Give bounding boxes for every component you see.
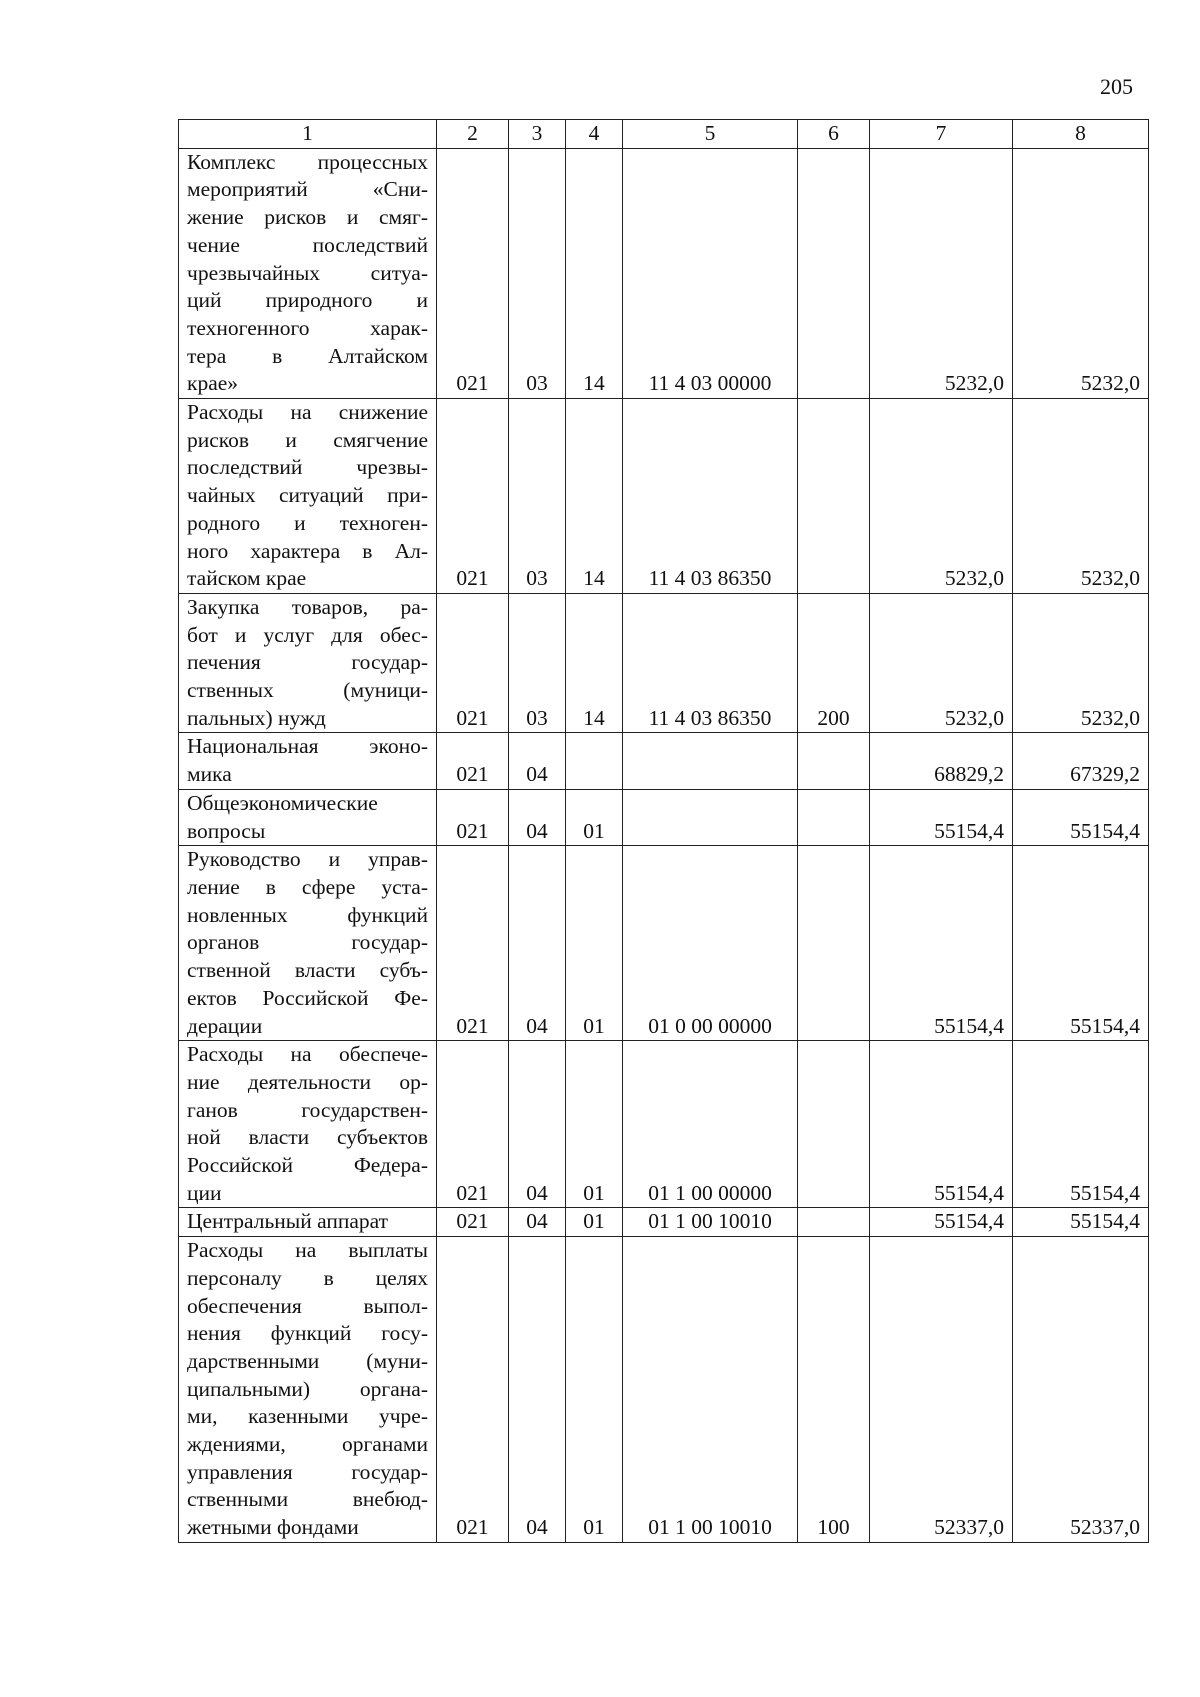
row-name-line: ственной власти субъ- bbox=[187, 958, 428, 983]
row-name-cell bbox=[179, 733, 437, 789]
table-row bbox=[179, 1208, 1149, 1237]
amount-cell-7: 55154,4 bbox=[870, 846, 1013, 1041]
row-name-line: Расходы на обеспече- bbox=[187, 1042, 428, 1067]
target-article-cell: 11 4 03 86350 bbox=[623, 399, 798, 594]
row-name-line: нения функций госу- bbox=[187, 1321, 428, 1346]
amount-cell-8: 67329,2 bbox=[1013, 733, 1149, 789]
row-name-line: жетными фондами bbox=[187, 1515, 359, 1540]
row-name-line: ждениями, органами bbox=[187, 1432, 428, 1457]
amount-cell-8: 52337,0 bbox=[1013, 1237, 1149, 1543]
row-name-line: Национальная эконо- bbox=[187, 734, 428, 759]
row-name-line: чение последствий bbox=[187, 232, 428, 257]
amount-cell-8: 55154,4 bbox=[1013, 1208, 1149, 1237]
row-name-cell bbox=[179, 846, 437, 1041]
row-name-line: ственных (муници- bbox=[187, 678, 428, 703]
admin-code-cell: 021 bbox=[437, 789, 509, 845]
admin-code-cell: 021 bbox=[437, 1208, 509, 1237]
header-cell: 7 bbox=[870, 120, 1013, 149]
row-name-line: тера в Алтайском bbox=[187, 343, 428, 368]
expense-type-cell bbox=[798, 1041, 870, 1208]
table-row bbox=[179, 733, 1149, 789]
admin-code-cell: 021 bbox=[437, 1041, 509, 1208]
section-code-cell: 04 bbox=[509, 1237, 566, 1543]
row-name-line: Руководство и управ- bbox=[187, 847, 428, 872]
amount-cell-7: 68829,2 bbox=[870, 733, 1013, 789]
row-name-cell bbox=[179, 1237, 437, 1543]
target-article-cell: 11 4 03 00000 bbox=[623, 148, 798, 398]
expense-type-cell bbox=[798, 846, 870, 1041]
row-name-line: Общеэкономические bbox=[187, 790, 378, 815]
target-article-cell: 01 1 00 10010 bbox=[623, 1237, 798, 1543]
amount-cell-7: 5232,0 bbox=[870, 148, 1013, 398]
subsection-code-cell: 01 bbox=[566, 1237, 623, 1543]
amount-cell-7: 55154,4 bbox=[870, 1041, 1013, 1208]
table-row bbox=[179, 148, 1149, 398]
admin-code-cell: 021 bbox=[437, 399, 509, 594]
row-name-line: обеспечения выпол- bbox=[187, 1293, 428, 1318]
subsection-code-cell: 01 bbox=[566, 846, 623, 1041]
table-row bbox=[179, 1041, 1149, 1208]
expense-type-cell bbox=[798, 733, 870, 789]
amount-cell-8: 5232,0 bbox=[1013, 593, 1149, 733]
row-name-cell bbox=[179, 1041, 437, 1208]
admin-code-cell: 021 bbox=[437, 846, 509, 1041]
row-name-line: чрезвычайных ситуа- bbox=[187, 260, 428, 285]
subsection-code-cell: 01 bbox=[566, 789, 623, 845]
table-row bbox=[179, 399, 1149, 594]
admin-code-cell: 021 bbox=[437, 148, 509, 398]
row-name-line: пальных) нужд bbox=[187, 705, 326, 730]
row-name-line: Центральный аппарат bbox=[187, 1209, 389, 1234]
row-name-line: ектов Российской Фе- bbox=[187, 985, 428, 1010]
expense-type-cell bbox=[798, 148, 870, 398]
row-name-line: персоналу в целях bbox=[187, 1265, 428, 1290]
amount-cell-8: 55154,4 bbox=[1013, 789, 1149, 845]
admin-code-cell: 021 bbox=[437, 1237, 509, 1543]
table-row bbox=[179, 789, 1149, 845]
row-name-line: крае» bbox=[187, 371, 239, 396]
subsection-code-cell: 01 bbox=[566, 1208, 623, 1237]
amount-cell-7: 55154,4 bbox=[870, 1208, 1013, 1237]
row-name-line: последствий чрезвы- bbox=[187, 455, 428, 480]
expense-type-cell bbox=[798, 789, 870, 845]
table-row bbox=[179, 1237, 1149, 1543]
table-row bbox=[179, 593, 1149, 733]
section-code-cell: 04 bbox=[509, 846, 566, 1041]
subsection-code-cell bbox=[566, 733, 623, 789]
section-code-cell: 03 bbox=[509, 593, 566, 733]
row-name-line: ципальными) органа- bbox=[187, 1376, 428, 1401]
amount-cell-8: 5232,0 bbox=[1013, 148, 1149, 398]
row-name-line: ственными внебюд- bbox=[187, 1487, 428, 1512]
row-name-line: ганов государствен- bbox=[187, 1097, 428, 1122]
row-name-line: Расходы на выплаты bbox=[187, 1238, 428, 1263]
row-name-line: ление в сфере уста- bbox=[187, 874, 428, 899]
target-article-cell bbox=[623, 789, 798, 845]
expense-type-cell bbox=[798, 399, 870, 594]
expense-type-cell: 100 bbox=[798, 1237, 870, 1543]
row-name-cell bbox=[179, 399, 437, 594]
row-name-line: вопросы bbox=[187, 818, 266, 843]
row-name-cell bbox=[179, 1208, 437, 1237]
table-header-row bbox=[179, 120, 1149, 149]
amount-cell-8: 55154,4 bbox=[1013, 846, 1149, 1041]
amount-cell-7: 55154,4 bbox=[870, 789, 1013, 845]
subsection-code-cell: 14 bbox=[566, 148, 623, 398]
header-cell: 3 bbox=[509, 120, 566, 149]
row-name-line: техногенного харак- bbox=[187, 315, 428, 340]
amount-cell-8: 5232,0 bbox=[1013, 399, 1149, 594]
header-cell: 6 bbox=[798, 120, 870, 149]
section-code-cell: 04 bbox=[509, 1041, 566, 1208]
admin-code-cell: 021 bbox=[437, 733, 509, 789]
expense-type-cell: 200 bbox=[798, 593, 870, 733]
row-name-line: печения государ- bbox=[187, 650, 428, 675]
target-article-cell bbox=[623, 733, 798, 789]
row-name-line: ций природного и bbox=[187, 288, 428, 313]
section-code-cell: 03 bbox=[509, 399, 566, 594]
subsection-code-cell: 14 bbox=[566, 399, 623, 594]
target-article-cell: 11 4 03 86350 bbox=[623, 593, 798, 733]
page-number: 205 bbox=[1100, 74, 1133, 99]
target-article-cell: 01 1 00 00000 bbox=[623, 1041, 798, 1208]
row-name-line: органов государ- bbox=[187, 930, 428, 955]
row-name-cell bbox=[179, 148, 437, 398]
row-name-line: мероприятий «Сни- bbox=[187, 177, 428, 202]
row-name-line: Российской Федера- bbox=[187, 1153, 428, 1178]
target-article-cell: 01 1 00 10010 bbox=[623, 1208, 798, 1237]
header-cell: 1 bbox=[179, 120, 437, 149]
header-cell: 2 bbox=[437, 120, 509, 149]
row-name-line: управления государ- bbox=[187, 1459, 428, 1484]
row-name-line: ного характера в Ал- bbox=[187, 538, 428, 563]
row-name-line: Комплекс процессных bbox=[187, 149, 428, 174]
row-name-line: рисков и смягчение bbox=[187, 427, 428, 452]
row-name-cell bbox=[179, 789, 437, 845]
row-name-line: чайных ситуаций при- bbox=[187, 483, 428, 508]
row-name-line: жение рисков и смяг- bbox=[187, 205, 428, 230]
header-cell: 5 bbox=[623, 120, 798, 149]
section-code-cell: 04 bbox=[509, 789, 566, 845]
row-name-line: дерации bbox=[187, 1013, 263, 1038]
amount-cell-8: 55154,4 bbox=[1013, 1041, 1149, 1208]
header-cell: 8 bbox=[1013, 120, 1149, 149]
row-name-line: новленных функций bbox=[187, 902, 428, 927]
table-row bbox=[179, 846, 1149, 1041]
amount-cell-7: 52337,0 bbox=[870, 1237, 1013, 1543]
row-name-line: мика bbox=[187, 762, 232, 787]
budget-table bbox=[178, 119, 1149, 1543]
admin-code-cell: 021 bbox=[437, 593, 509, 733]
row-name-line: ции bbox=[187, 1180, 222, 1205]
row-name-cell bbox=[179, 593, 437, 733]
amount-cell-7: 5232,0 bbox=[870, 593, 1013, 733]
row-name-line: ной власти субъектов bbox=[187, 1125, 428, 1150]
section-code-cell: 03 bbox=[509, 148, 566, 398]
row-name-line: родного и техноген- bbox=[187, 510, 428, 535]
row-name-line: ми, казенными учре- bbox=[187, 1404, 428, 1429]
subsection-code-cell: 14 bbox=[566, 593, 623, 733]
header-cell: 4 bbox=[566, 120, 623, 149]
section-code-cell: 04 bbox=[509, 1208, 566, 1237]
row-name-line: бот и услуг для обес- bbox=[187, 622, 428, 647]
row-name-line: тайском крае bbox=[187, 566, 307, 591]
row-name-line: дарственными (муни- bbox=[187, 1348, 428, 1373]
row-name-line: Расходы на снижение bbox=[187, 400, 428, 425]
row-name-line: ние деятельности ор- bbox=[187, 1069, 428, 1094]
section-code-cell: 04 bbox=[509, 733, 566, 789]
expense-type-cell bbox=[798, 1208, 870, 1237]
amount-cell-7: 5232,0 bbox=[870, 399, 1013, 594]
target-article-cell: 01 0 00 00000 bbox=[623, 846, 798, 1041]
subsection-code-cell: 01 bbox=[566, 1041, 623, 1208]
table-body bbox=[179, 148, 1149, 1542]
row-name-line: Закупка товаров, ра- bbox=[187, 594, 428, 619]
